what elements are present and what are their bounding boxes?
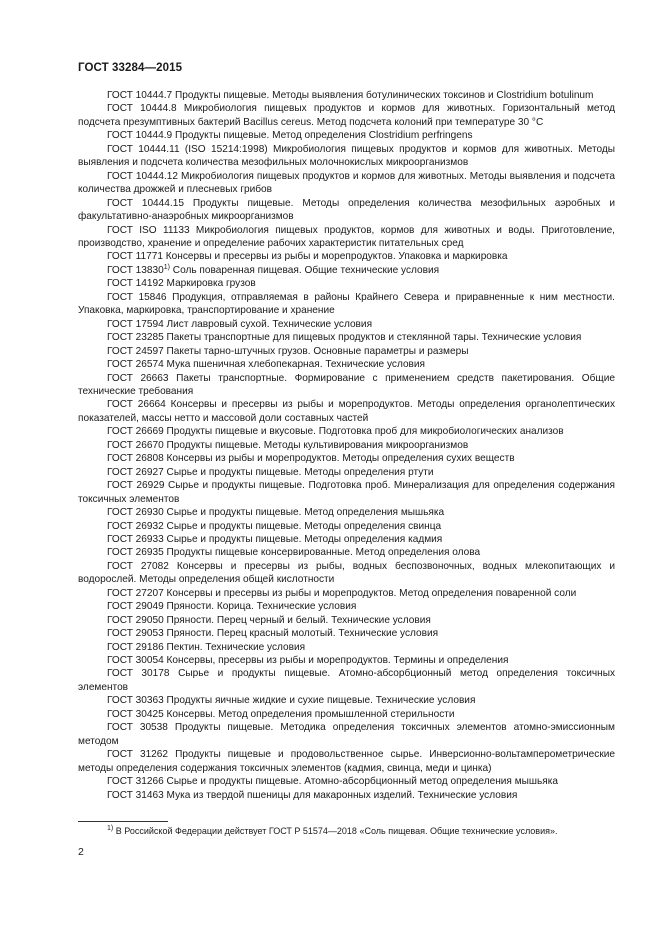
reference-entry: ГОСТ ISO 11133 Микробиология пищевых продуктов, кормов для животных и воды. Приготовление, производство, хранение и определение рабочих характеристик питательных сред	[78, 224, 615, 249]
footnote-divider	[78, 821, 168, 822]
reference-entry: ГОСТ 26927 Сырье и продукты пищевые. Методы определения ртути	[107, 466, 434, 478]
footnote-marker: 1)	[163, 263, 170, 271]
reference-entry: ГОСТ 26929 Сырье и продукты пищевые. Подготовка проб. Минерализация для определения содержания токсичных элементов	[78, 480, 615, 505]
reference-entry: ГОСТ 29053 Пряности. Перец красный молотый. Технические условия	[107, 628, 439, 640]
reference-entry: ГОСТ 30538 Продукты пищевые. Методика определения токсичных элементов атомно-эмиссионным методом	[78, 722, 615, 747]
reference-entry: ГОСТ 26932 Сырье и продукты пищевые. Методы определения свинца	[107, 520, 442, 532]
reference-entry: ГОСТ 26663 Пакеты транспортные. Формирование с применением средств пакетирования. Общие технические требования	[78, 372, 615, 397]
reference-entry: ГОСТ 30363 Продукты яичные жидкие и сухие пищевые. Технические условия	[107, 695, 476, 707]
reference-entry: ГОСТ 26930 Сырье и продукты пищевые. Метод определения мышьяка	[107, 507, 445, 519]
normative-references-list	[78, 89, 615, 802]
page-number: 2	[78, 846, 84, 858]
reference-entry: ГОСТ 27082 Консервы и пресервы из рыбы, водных беспозвоночных, водных млекопитающих и водорослей. Методы определения общей кислотности	[78, 560, 615, 586]
reference-entry: ГОСТ 26669 Продукты пищевые и вкусовые. Подготовка проб для микробиологических анализов	[107, 426, 564, 438]
reference-entry: ГОСТ 23285 Пакеты транспортные для пищевых продуктов и стеклянной тары. Технические условия	[107, 332, 582, 344]
footnote-text: В Российской Федерации действует ГОСТ Р 51574—2018 «Соль пищевая. Общие технические условия».	[113, 826, 558, 836]
reference-entry: ГОСТ 17594 Лист лавровый сухой. Технические условия	[107, 318, 373, 330]
reference-entry: ГОСТ 31262 Продукты пищевые и продовольственное сырье. Инверсионно-вольтамперометрические методы определения содержания токсичных элементов (кадмия, свинца, меди и цинка)	[78, 749, 615, 774]
reference-entry: ГОСТ 31266 Сырье и продукты пищевые. Атомно-абсорбционный метод определения мышьяка	[107, 776, 558, 788]
reference-entry-with-footnote	[78, 264, 615, 277]
reference-entry: ГОСТ 26670 Продукты пищевые. Методы культивирования микроорганизмов	[107, 439, 469, 451]
reference-title: Соль поваренная пищевая. Общие технические условия	[169, 264, 440, 276]
reference-entry: ГОСТ 26935 Продукты пищевые консервированные. Метод определения олова	[107, 547, 481, 559]
reference-entry: ГОСТ 15846 Продукция, отправляемая в районы Крайнего Севера и приравненные к ним местности. Упаковка, маркировка, транспортирование и хранение	[78, 291, 615, 317]
reference-code: ГОСТ 13830	[107, 264, 164, 276]
reference-entry: ГОСТ 26808 Консервы из рыбы и морепродуктов. Методы определения сухих веществ	[107, 453, 515, 465]
reference-entry: ГОСТ 10444.12 Микробиология пищевых продуктов и кормов для животных. Методы выявления и подсчета количества дрожжей и плесневых грибов	[78, 170, 615, 196]
reference-entry: ГОСТ 10444.15 Продукты пищевые. Методы определения количества мезофильных аэробных и факультативно-анаэробных микроорганизмов	[78, 197, 615, 223]
reference-entry: ГОСТ 30425 Консервы. Метод определения промышленной стерильности	[107, 708, 455, 720]
reference-entry: ГОСТ 10444.7 Продукты пищевые. Методы выявления ботулинических токсинов и Clostridium botulinum	[107, 90, 594, 101]
reference-entry: ГОСТ 26933 Сырье и продукты пищевые. Методы определения кадмия	[107, 533, 443, 545]
reference-entry: ГОСТ 10444.8 Микробиология пищевых продуктов и кормов для животных. Горизонтальный метод подсчета презумптивных бактерий Bacillus cereus. Метод подсчета колоний при температуре 30 °С	[78, 103, 615, 128]
reference-entry: ГОСТ 10444.11 (ISO 15214:1998) Микробиология пищевых продуктов и кормов для животных. Методы выявления и подсчета количества мезофильных молочнокислых микроорганизмов	[78, 143, 615, 169]
reference-entry: ГОСТ 10444.9 Продукты пищевые. Метод определения Clostridium perfringens	[107, 130, 473, 142]
reference-entry: ГОСТ 29050 Пряности. Перец черный и белый. Технические условия	[107, 614, 431, 626]
reference-entry: ГОСТ 26664 Консервы и пресервы из рыбы и морепродуктов. Методы определения органолептических показателей, массы нетто и массовой доли составных частей	[78, 399, 615, 424]
reference-entry: ГОСТ 11771 Консервы и пресервы из рыбы и морепродуктов. Упаковка и маркировка	[107, 251, 508, 263]
reference-entry: ГОСТ 29186 Пектин. Технические условия	[107, 641, 306, 653]
reference-entry: ГОСТ 14192 Маркировка грузов	[107, 278, 256, 290]
reference-entry: ГОСТ 31463 Мука из твердой пшеницы для макаронных изделий. Технические условия	[107, 789, 518, 801]
footnote	[78, 825, 615, 837]
reference-entry: ГОСТ 27207 Консервы и пресервы из рыбы и морепродуктов. Метод определения поваренной соли	[107, 587, 577, 599]
reference-entry: ГОСТ 30178 Сырье и продукты пищевые. Атомно-абсорбционный метод определения токсичных элементов	[78, 668, 615, 693]
reference-entry: ГОСТ 26574 Мука пшеничная хлебопекарная. Технические условия	[107, 359, 426, 371]
reference-entry: ГОСТ 29049 Пряности. Корица. Технические условия	[107, 601, 357, 613]
page-header: ГОСТ 33284—2015	[78, 62, 183, 74]
reference-entry: ГОСТ 24597 Пакеты тарно-штучных грузов. Основные параметры и размеры	[107, 345, 469, 357]
footnote-marker: 1)	[107, 825, 114, 832]
reference-entry: ГОСТ 30054 Консервы, пресервы из рыбы и морепродуктов. Термины и определения	[107, 655, 509, 667]
